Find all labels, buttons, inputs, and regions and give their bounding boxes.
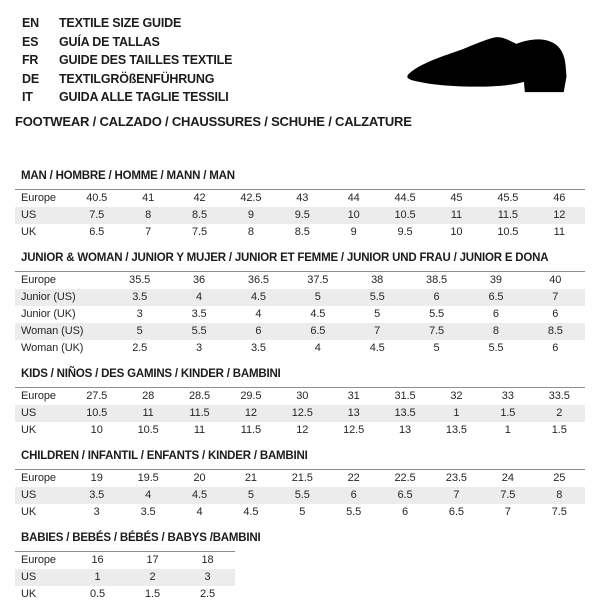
size-value: 3 — [136, 308, 143, 320]
size-value: 5 — [433, 342, 440, 354]
size-value: 5.5 — [294, 489, 310, 501]
size-value: 43 — [296, 192, 309, 204]
size-value: 3.5 — [191, 308, 207, 320]
size-value: 33 — [501, 390, 514, 402]
language-code: DE — [22, 71, 39, 86]
size-value: 13 — [347, 407, 360, 419]
size-value: 17 — [146, 554, 159, 566]
size-value: 6 — [492, 308, 499, 320]
size-value: 5 — [136, 325, 143, 337]
size-value: 7.5 — [500, 489, 516, 501]
language-title: TEXTILE SIZE GUIDE — [59, 16, 182, 30]
size-value: 31.5 — [394, 390, 416, 402]
size-value: 45.5 — [497, 192, 519, 204]
size-value: 6.5 — [310, 325, 326, 337]
size-value: 44 — [347, 192, 360, 204]
section-title: JUNIOR & WOMAN / JUNIOR Y MUJER / JUNIOR ET FEMME / JUNIOR UND FRAU / JUNIOR E DONA — [21, 251, 549, 264]
size-value: 11.5 — [240, 424, 261, 436]
table-row — [15, 405, 585, 422]
table-row — [15, 569, 235, 586]
size-value: 4.5 — [250, 291, 266, 303]
size-value: 10 — [347, 209, 360, 221]
size-value: 7.5 — [551, 506, 567, 518]
table-row — [15, 469, 585, 487]
size-value: 9.5 — [397, 226, 413, 238]
size-value: 5 — [247, 489, 254, 501]
section-title: CHILDREN / INFANTIL / ENFANTS / KINDER / BAMBINI — [21, 449, 308, 462]
size-value: 22 — [347, 472, 360, 484]
row-label: US — [21, 489, 37, 501]
size-value: 24 — [501, 472, 514, 484]
size-value: 41 — [142, 192, 155, 204]
size-value: 7 — [552, 291, 559, 303]
size-value: 11 — [553, 226, 565, 238]
size-value: 2 — [556, 407, 563, 419]
size-value: 4.5 — [310, 308, 326, 320]
row-label: Europe — [21, 472, 56, 484]
size-value: 1 — [453, 407, 460, 419]
size-value: 5.5 — [429, 308, 445, 320]
row-label: UK — [21, 226, 37, 238]
size-value: 10.5 — [394, 209, 416, 221]
table-row — [15, 387, 585, 405]
row-label: US — [21, 571, 37, 583]
size-value: 46 — [553, 192, 566, 204]
size-value: 7.5 — [89, 209, 105, 221]
language-title: GUIDA ALLE TAGLIE TESSILI — [59, 90, 229, 104]
row-label: US — [21, 407, 37, 419]
size-value: 39 — [489, 274, 502, 286]
table-row — [15, 487, 585, 504]
language-code: FR — [22, 53, 39, 67]
size-value: 19 — [90, 472, 103, 484]
size-value: 13.5 — [394, 407, 416, 419]
size-table-section — [15, 368, 585, 439]
size-value: 6 — [552, 342, 559, 354]
section-title: BABIES / BEBÉS / BÉBÉS / BABYS /BAMBINI — [21, 531, 261, 544]
row-label: Europe — [21, 274, 56, 286]
size-value: 2.5 — [200, 588, 215, 600]
language-title: GUÍA DE TALLAS — [59, 34, 160, 49]
size-value: 8.5 — [191, 209, 207, 221]
size-table-section — [15, 450, 585, 521]
size-value: 6 — [402, 506, 409, 518]
size-value: 2.5 — [132, 342, 148, 354]
size-value: 2 — [149, 571, 156, 583]
size-value: 3.5 — [132, 291, 148, 303]
size-value: 3.5 — [140, 506, 156, 518]
size-value: 5.5 — [369, 291, 385, 303]
size-value: 1 — [94, 571, 101, 583]
size-value: 21.5 — [291, 472, 313, 484]
row-label: US — [21, 209, 37, 221]
size-value: 12 — [296, 424, 309, 436]
size-value: 12 — [244, 407, 257, 419]
size-value: 37.5 — [307, 274, 329, 286]
table-row — [15, 271, 585, 289]
size-value: 4 — [196, 291, 203, 303]
row-label: UK — [21, 506, 37, 518]
size-value: 4 — [314, 342, 321, 354]
size-value: 5 — [314, 291, 321, 303]
size-value: 7 — [504, 506, 511, 518]
size-value: 8.5 — [294, 226, 310, 238]
size-table-section — [15, 252, 585, 357]
size-value: 11 — [142, 407, 154, 419]
size-value: 6.5 — [488, 291, 504, 303]
size-value: 28 — [142, 390, 155, 402]
size-value: 40 — [549, 274, 562, 286]
size-value: 10.5 — [137, 424, 159, 436]
size-value: 45 — [450, 192, 463, 204]
size-value: 5.5 — [488, 342, 504, 354]
size-value: 23.5 — [445, 472, 467, 484]
size-value: 40.5 — [86, 192, 108, 204]
size-value: 38 — [371, 274, 384, 286]
size-table-section — [15, 532, 585, 603]
size-value: 29.5 — [240, 390, 262, 402]
size-value: 8 — [556, 489, 563, 501]
table-row — [15, 323, 585, 340]
size-value: 6 — [350, 489, 357, 501]
size-value: 7.5 — [429, 325, 445, 337]
size-value: 1.5 — [551, 424, 567, 436]
size-value: 13 — [399, 424, 412, 436]
size-value: 11.5 — [189, 407, 210, 419]
table-row — [15, 189, 585, 207]
size-value: 3 — [204, 571, 211, 583]
size-value: 9 — [247, 209, 254, 221]
size-value: 4 — [196, 506, 203, 518]
size-value: 36.5 — [247, 274, 269, 286]
size-value: 25 — [553, 472, 566, 484]
size-value: 20 — [193, 472, 206, 484]
size-value: 4.5 — [191, 489, 207, 501]
size-table — [15, 271, 585, 357]
row-label: Junior (US) — [21, 291, 76, 303]
size-value: 35.5 — [129, 274, 151, 286]
size-value: 5 — [374, 308, 381, 320]
size-table — [15, 469, 585, 521]
size-value: 42.5 — [240, 192, 262, 204]
row-label: Woman (US) — [21, 325, 84, 337]
size-value: 4 — [145, 489, 152, 501]
size-value: 1.5 — [145, 588, 160, 600]
size-value: 11 — [193, 424, 206, 436]
size-value: 5.5 — [191, 325, 207, 337]
size-value: 5.5 — [346, 506, 362, 518]
table-row — [15, 207, 585, 224]
size-value: 7 — [145, 226, 152, 238]
size-table — [15, 189, 585, 241]
size-value: 28.5 — [188, 390, 210, 402]
size-value: 16 — [91, 554, 104, 566]
section-title: KIDS / NIÑOS / DES GAMINS / KINDER / BAMBINI — [21, 367, 281, 380]
size-tables — [15, 170, 585, 603]
size-value: 7 — [453, 489, 460, 501]
size-value: 27.5 — [86, 390, 108, 402]
size-value: 21 — [244, 472, 257, 484]
table-row — [15, 289, 585, 306]
table-row — [15, 422, 585, 439]
size-value: 6 — [552, 308, 559, 320]
row-label: Woman (UK) — [21, 342, 84, 354]
language-code: ES — [22, 34, 39, 49]
size-value: 42 — [193, 192, 206, 204]
table-row — [15, 504, 585, 521]
size-value: 31 — [347, 390, 360, 402]
size-value: 10.5 — [497, 226, 519, 238]
size-value: 3 — [93, 506, 100, 518]
size-value: 6.5 — [448, 506, 464, 518]
size-value: 33.5 — [548, 390, 570, 402]
row-label: Europe — [21, 554, 56, 566]
size-value: 3.5 — [250, 342, 266, 354]
size-value: 6.5 — [89, 226, 105, 238]
size-value: 12.5 — [291, 407, 313, 419]
size-value: 30 — [296, 390, 309, 402]
size-value: 3 — [196, 342, 203, 354]
size-value: 18 — [201, 554, 214, 566]
language-title: GUIDE DES TAILLES TEXTILE — [59, 53, 233, 67]
size-value: 10 — [450, 226, 463, 238]
size-table-section — [15, 170, 585, 241]
size-value: 13.5 — [445, 424, 467, 436]
size-value: 3.5 — [89, 489, 105, 501]
language-code: EN — [22, 16, 39, 30]
size-value: 44.5 — [394, 192, 416, 204]
size-value: 4 — [255, 308, 262, 320]
table-row — [15, 224, 585, 241]
size-value: 7.5 — [191, 226, 207, 238]
size-value: 1 — [504, 424, 511, 436]
size-value: 19.5 — [137, 472, 159, 484]
row-label: Europe — [21, 390, 56, 402]
row-label: Junior (UK) — [21, 308, 76, 320]
row-label: Europe — [21, 192, 56, 204]
size-value: 0.5 — [90, 588, 105, 600]
size-value: 8.5 — [547, 325, 563, 337]
size-value: 12 — [553, 209, 566, 221]
language-title: TEXTILGRÖßENFÜHRUNG — [59, 71, 215, 86]
size-value: 4.5 — [369, 342, 385, 354]
language-code: IT — [22, 90, 33, 104]
size-value: 22.5 — [394, 472, 416, 484]
size-table — [15, 387, 585, 439]
size-value: 32 — [450, 390, 463, 402]
size-value: 8 — [145, 209, 152, 221]
size-value: 8 — [492, 325, 499, 337]
section-title: MAN / HOMBRE / HOMME / MANN / MAN — [21, 169, 235, 182]
size-table — [15, 551, 235, 603]
size-value: 38.5 — [426, 274, 448, 286]
size-value: 10.5 — [86, 407, 108, 419]
size-value: 8 — [247, 226, 254, 238]
table-row — [15, 340, 585, 357]
size-value: 10 — [90, 424, 103, 436]
category-heading: FOOTWEAR / CALZADO / CHAUSSURES / SCHUHE / CALZATURE — [15, 113, 412, 129]
size-value: 12.5 — [343, 424, 365, 436]
size-value: 6 — [255, 325, 262, 337]
dress-shoe-icon — [392, 18, 578, 106]
row-label: UK — [21, 588, 37, 600]
size-value: 5 — [299, 506, 306, 518]
size-value: 9 — [350, 226, 357, 238]
size-value: 4.5 — [243, 506, 259, 518]
size-value: 7 — [374, 325, 381, 337]
row-label: UK — [21, 424, 37, 436]
table-row — [15, 551, 235, 569]
table-row — [15, 306, 585, 323]
size-value: 36 — [193, 274, 206, 286]
size-value: 1.5 — [500, 407, 516, 419]
size-value: 6 — [433, 291, 440, 303]
size-value: 11 — [450, 209, 463, 221]
size-value: 6.5 — [397, 489, 413, 501]
size-value: 11.5 — [497, 209, 518, 221]
size-value: 9.5 — [294, 209, 310, 221]
